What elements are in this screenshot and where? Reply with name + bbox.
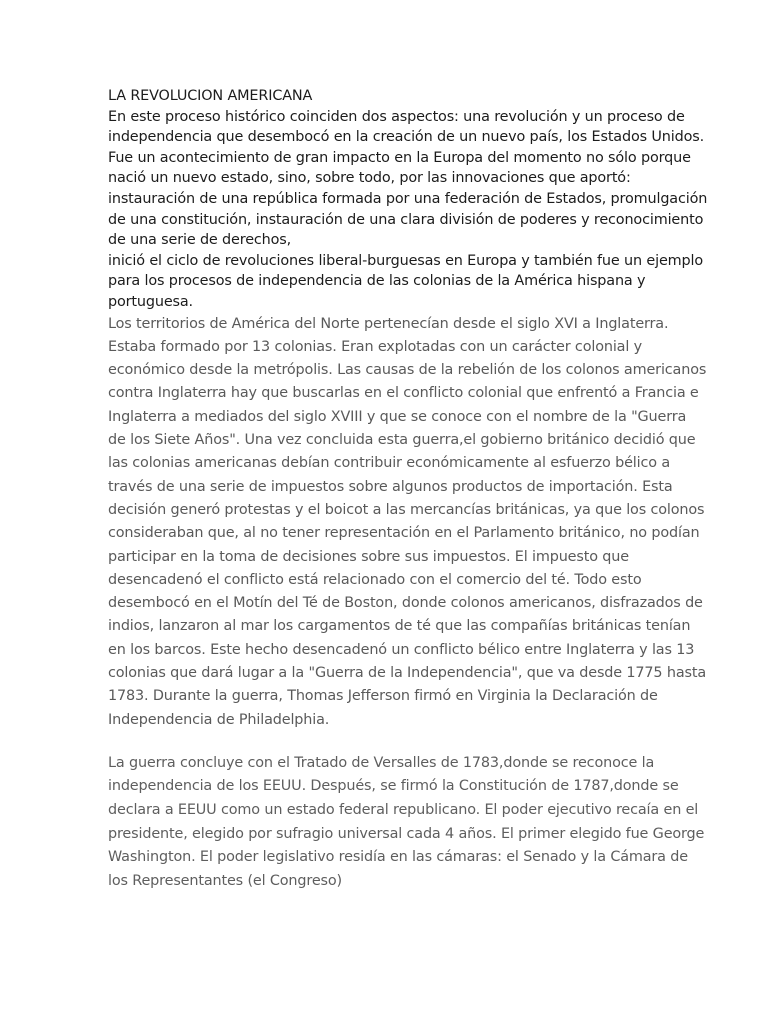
- intro-paragraph-3: inició el ciclo de revoluciones liberal-burguesas en Europa y también fue un ejemplo para los procesos de independencia de las colonias de la América hispana y portuguesa.: [108, 252, 704, 310]
- conclusion-paragraph: La guerra concluye con el Tratado de Versalles de 1783,donde se reconoce la independencia de los EEUU. Después, se firmó la Constitución de 1787,donde se declara a EEUU como un estado federal republicano. El poder ejecutivo recaía en el presidente, elegido por sufragio universal cada 4 años. El primer elegido fue George Washington. El poder legislativo residía en las cámaras: el Senado y la Cámara de los Representantes (el Congreso): [108, 754, 705, 889]
- document-title: LA REVOLUCION AMERICANA: [108, 88, 313, 104]
- intro-paragraph-1: En este proceso histórico coinciden dos aspectos: una revolución y un proceso de independencia que desembocó en la creación de un nuevo país, los Estados Unidos.: [108, 108, 704, 146]
- document-page: [108, 86, 708, 893]
- intro-paragraph-2: Fue un acontecimiento de gran impacto en la Europa del momento no sólo porque nació un nuevo estado, sino, sobre todo, por las innovaciones que aportó: instauración de una república formada por una federación de Estados, promulgación de una constitución, instauración de una clara división de poderes y reconocimiento de una serie de derechos,: [108, 149, 708, 249]
- history-paragraph: Los territorios de América del Norte pertenecían desde el siglo XVI a Inglaterra. Estaba formado por 13 colonias. Eran explotadas con un carácter colonial y económico desde la metrópolis. Las causas de la rebelión de los colonos americanos contra Inglaterra hay que buscarlas en el conflicto colonial que enfrentó a Francia e Inglaterra a mediados del siglo XVIII y que se conoce con el nombre de la "Guerra de los Siete Años". Una vez concluida esta guerra,el gobierno británico decidió que las colonias americanas debían contribuir económicamente al esfuerzo bélico a través de una serie de impuestos sobre algunos productos de importación. Esta decisión generó protestas y el boicot a las mercancías británicas, ya que los colonos consideraban que, al no tener representación en el Parlamento británico, no podían participar en la toma de decisiones sobre sus impuestos. El impuesto que desencadenó el conflicto está relacionado con el comercio del té. Todo esto desembocó en el Motín del Té de Boston, donde colonos americanos, disfrazados de indios, lanzaron al mar los cargamentos de té que las compañías británicas tenían en los barcos. Este hecho desencadenó un conflicto bélico entre Inglaterra y las 13 colonias que dará lugar a la "Guerra de la Independencia", que va desde 1775 hasta 1783. Durante la guerra, Thomas Jefferson firmó en Virginia la Declaración de Independencia de Philadelphia.: [108, 315, 707, 728]
- paragraph-spacer: [108, 732, 708, 752]
